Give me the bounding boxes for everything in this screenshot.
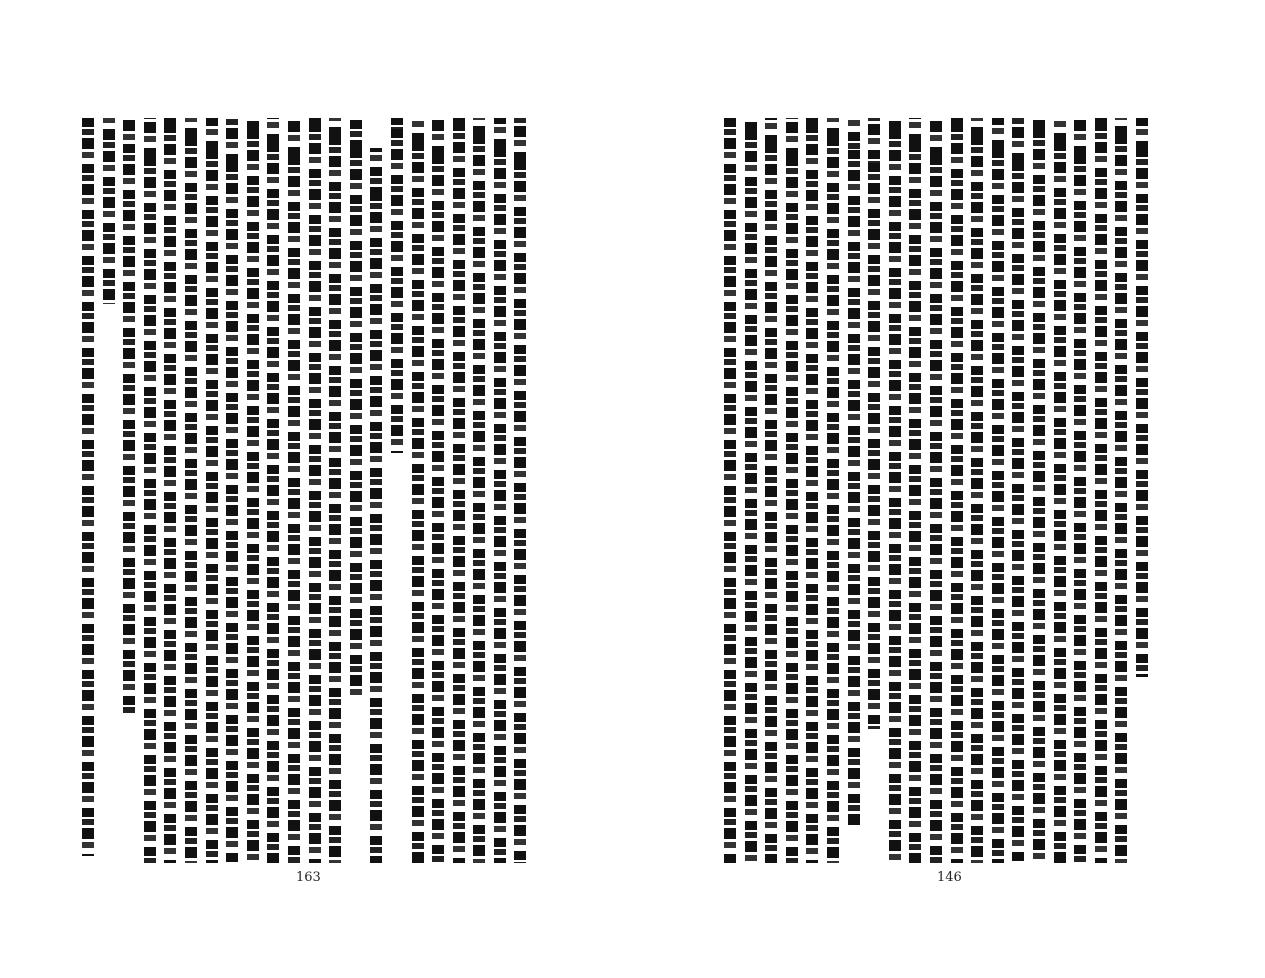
right-page-column-glyphs bbox=[786, 118, 798, 863]
right-page-column-glyphs bbox=[1115, 118, 1127, 863]
right-page-text-column bbox=[1052, 118, 1068, 863]
right-page-column-glyphs bbox=[745, 118, 757, 863]
right-page-text-column bbox=[763, 118, 779, 863]
left-page-text-column bbox=[368, 118, 384, 863]
left-page-text-column bbox=[80, 118, 96, 863]
right-page-text-column bbox=[1134, 118, 1150, 863]
right-page-text-column bbox=[722, 118, 738, 863]
right-page-text-column bbox=[825, 118, 841, 863]
right-page-text-column bbox=[928, 118, 944, 863]
left-page-column-glyphs bbox=[494, 118, 506, 863]
left-page-column-glyphs bbox=[247, 118, 259, 863]
right-page-text-column bbox=[1031, 118, 1047, 863]
left-page-text-column bbox=[286, 118, 302, 863]
right-page-column-glyphs bbox=[930, 118, 942, 863]
right-page-text-column bbox=[1072, 118, 1088, 863]
left-page-text-column bbox=[471, 118, 487, 863]
left-page-column-glyphs bbox=[432, 118, 444, 863]
right-page-text-column bbox=[1010, 118, 1026, 863]
left-page-text-column bbox=[204, 118, 220, 863]
right-page-text-column bbox=[784, 118, 800, 863]
left-page-text-column bbox=[121, 118, 137, 863]
left-page-column-glyphs bbox=[164, 118, 176, 863]
left-page-text-column bbox=[389, 118, 405, 863]
left-page-column-glyphs bbox=[144, 118, 156, 863]
left-page-column-glyphs bbox=[103, 118, 115, 304]
right-page-text-column bbox=[846, 118, 862, 863]
right-page-column-glyphs bbox=[848, 118, 860, 826]
right-page-column-glyphs bbox=[971, 118, 983, 863]
left-page-column-glyphs bbox=[82, 118, 94, 856]
right-page bbox=[632, 0, 1265, 978]
left-page-text-column bbox=[224, 118, 240, 863]
right-page-text-column bbox=[990, 118, 1006, 863]
left-page-column-glyphs bbox=[309, 118, 321, 863]
left-page bbox=[0, 0, 632, 978]
left-page-column-glyphs bbox=[473, 118, 485, 863]
right-page-number: 146 bbox=[937, 870, 962, 885]
right-page-column-glyphs bbox=[1136, 118, 1148, 677]
right-page-text-column bbox=[949, 118, 965, 863]
right-page-column-glyphs bbox=[1095, 118, 1107, 863]
left-page-column-glyphs bbox=[350, 118, 362, 699]
left-page-column-glyphs bbox=[412, 118, 424, 863]
right-page-column-glyphs bbox=[724, 118, 736, 863]
right-page-column-glyphs bbox=[868, 118, 880, 729]
left-page-text-column bbox=[245, 118, 261, 863]
left-page-column-glyphs bbox=[123, 118, 135, 714]
left-page-text-column bbox=[327, 118, 343, 863]
right-page-text-column bbox=[743, 118, 759, 863]
right-page-column-glyphs bbox=[1033, 118, 1045, 863]
right-page-column-glyphs bbox=[1074, 118, 1086, 863]
left-page-text-column bbox=[430, 118, 446, 863]
right-page-column-glyphs bbox=[765, 118, 777, 863]
left-page-text-column bbox=[492, 118, 508, 863]
left-page-text-column bbox=[410, 118, 426, 863]
left-page-column-glyphs bbox=[206, 118, 218, 863]
left-page-text-column bbox=[101, 118, 117, 863]
right-page-column-glyphs bbox=[992, 118, 1004, 863]
left-page-text-column bbox=[348, 118, 364, 863]
right-page-text-column bbox=[969, 118, 985, 863]
right-page-column-glyphs bbox=[827, 118, 839, 863]
left-page-column-glyphs bbox=[514, 118, 526, 863]
left-page-text-column bbox=[451, 118, 467, 863]
left-page-column-glyphs bbox=[329, 118, 341, 863]
right-page-column-glyphs bbox=[909, 118, 921, 863]
right-page-text-column bbox=[1113, 118, 1129, 863]
left-page-column-glyphs bbox=[288, 118, 300, 863]
left-page-text-column bbox=[183, 118, 199, 863]
left-page-column-glyphs bbox=[226, 118, 238, 863]
left-page-text-column bbox=[307, 118, 323, 863]
left-page-text-column bbox=[142, 118, 158, 863]
left-page-vertical-text-block bbox=[80, 118, 550, 863]
left-page-column-glyphs bbox=[370, 148, 382, 863]
left-page-column-glyphs bbox=[267, 118, 279, 863]
left-page-column-glyphs bbox=[453, 118, 465, 863]
left-page-column-glyphs bbox=[185, 118, 197, 863]
left-page-number: 163 bbox=[296, 870, 321, 885]
right-page-vertical-text-block bbox=[722, 118, 1212, 863]
right-page-column-glyphs bbox=[1012, 118, 1024, 863]
right-page-text-column bbox=[804, 118, 820, 863]
left-page-text-column bbox=[512, 118, 528, 863]
left-page-column-glyphs bbox=[391, 118, 403, 453]
right-page-text-column bbox=[1093, 118, 1109, 863]
right-page-column-glyphs bbox=[951, 118, 963, 863]
right-page-column-glyphs bbox=[806, 118, 818, 863]
left-page-text-column bbox=[162, 118, 178, 863]
right-page-text-column bbox=[887, 118, 903, 863]
right-page-text-column bbox=[907, 118, 923, 863]
left-page-text-column bbox=[265, 118, 281, 863]
right-page-text-column bbox=[866, 118, 882, 863]
right-page-column-glyphs bbox=[1054, 118, 1066, 863]
right-page-column-glyphs bbox=[889, 118, 901, 863]
